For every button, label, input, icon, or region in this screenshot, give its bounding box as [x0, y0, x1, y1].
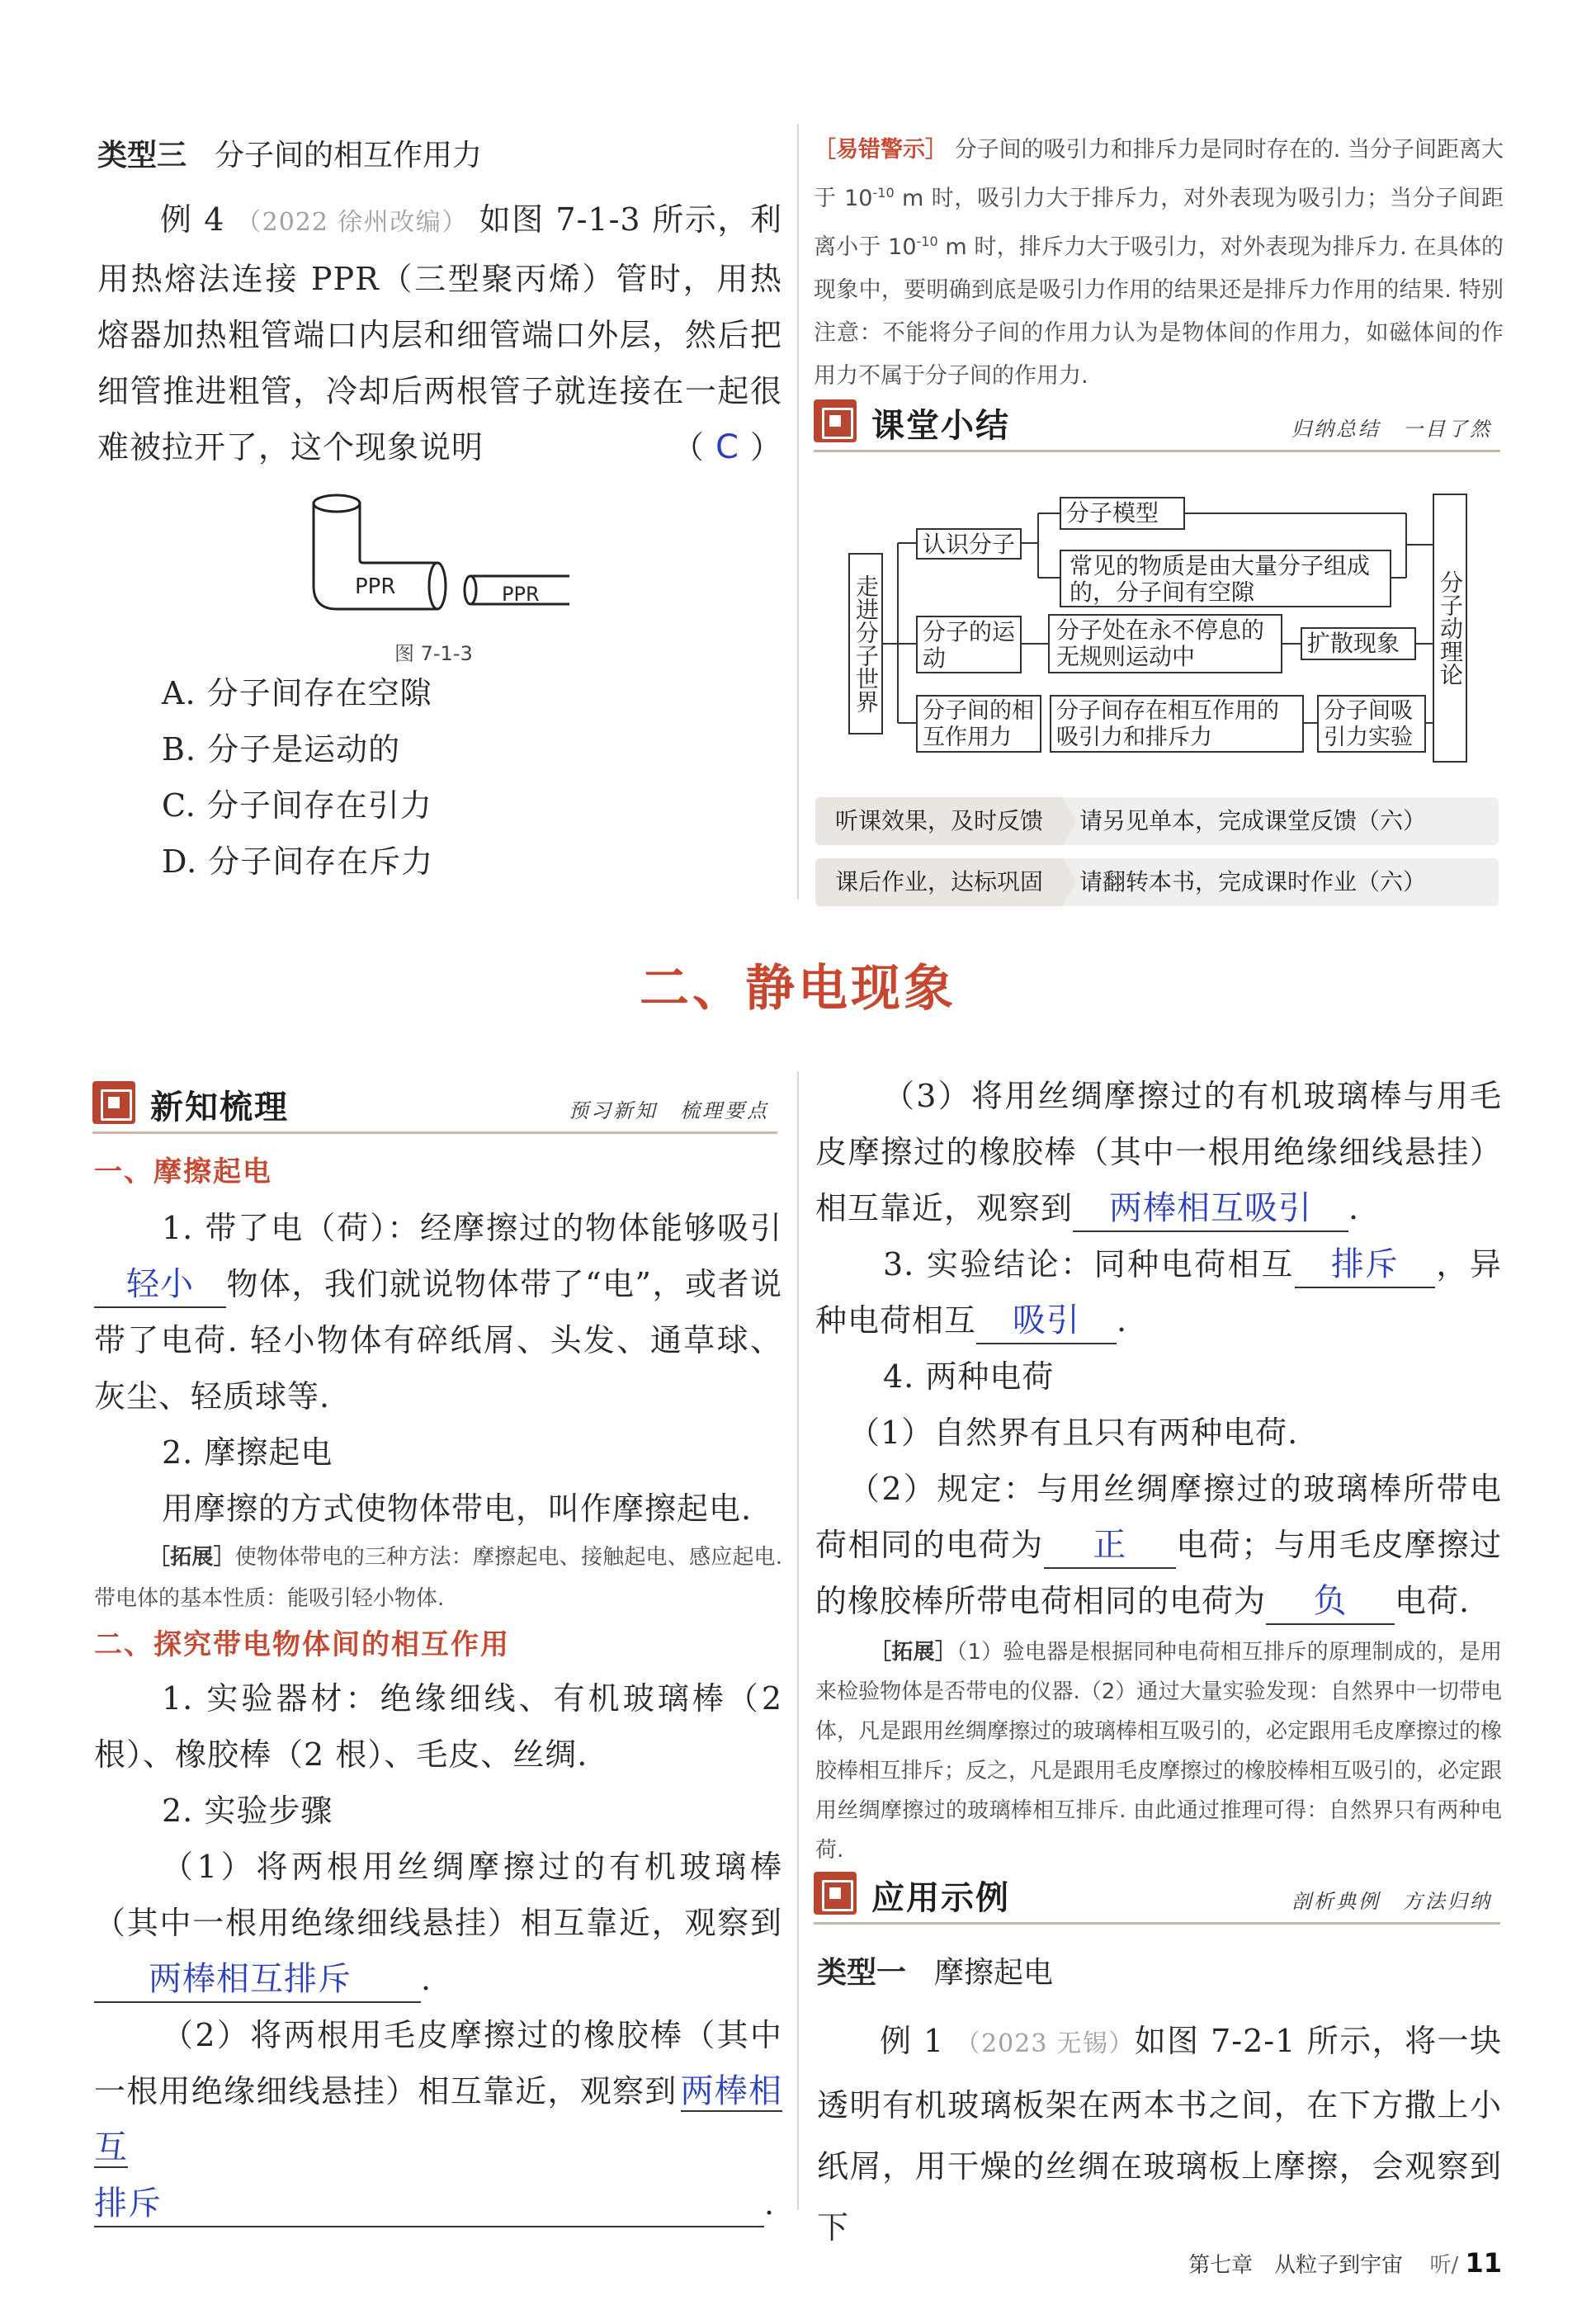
flow-box-diffusion: 扩散现象	[1301, 627, 1416, 660]
feedback-text-homework: 请翻转本书，完成课时作业（六）	[1079, 868, 1427, 895]
blank-step-1	[94, 1957, 421, 2003]
flow-left-vertical: 走进分子世界	[848, 553, 883, 735]
flow-box-experiment: 分子间吸引力实验	[1317, 695, 1426, 753]
summary-diagram	[814, 479, 1500, 776]
conclusion: 3. 实验结论：同种电荷相互 排斥 ，异种电荷相互 吸引 .	[815, 1236, 1502, 1349]
option-d: D. 分子间存在斥力	[162, 843, 434, 880]
example-1-text: 如图 7-2-1 所示，将一块透明有机玻璃板架在两本书之间，在下方撒上小纸屑，用干燥的丝绸在玻璃板上摩擦，会观察到下	[817, 2023, 1502, 2246]
step-3-text: （3）将用丝绸摩擦过的有机玻璃棒与用毛皮摩擦过的橡胶棒（其中一根用绝缘细线悬挂）相互靠近，观察到	[815, 1078, 1502, 1226]
option-b: B. 分子是运动的	[162, 731, 401, 768]
step-1: （1）将两根用丝绸摩擦过的有机玻璃棒（其中一根用绝缘细线悬挂）相互靠近，观察到 两棒相互排斥 .	[94, 1839, 782, 2007]
feedback-label-class: 听课效果，及时反馈	[815, 797, 1063, 845]
extension-label-2: ［拓展］	[870, 1640, 957, 1665]
warning-text-2: m 时，吸引力大于排斥力，对外表现为吸引力；当分子间距离小于 10	[814, 186, 1504, 260]
flow-box-motion: 分子的运动	[916, 616, 1022, 673]
conclusion-text-a: 3. 实验结论：同种电荷相互	[883, 1246, 1295, 1282]
extension-note-1	[94, 1537, 782, 1619]
blank-negative-answer: 负	[1313, 1582, 1348, 1620]
friction-subheading: 2. 摩擦起电	[162, 1434, 333, 1471]
experiment-steps-heading: 2. 实验步骤	[162, 1793, 333, 1829]
application-header	[814, 1867, 1500, 1925]
blank-step-2	[94, 2181, 764, 2227]
blank-light-objects-answer: 轻小	[126, 1265, 194, 1303]
page-number: 11	[1465, 2247, 1502, 2279]
two-charges-heading: 4. 两种电荷	[883, 1358, 1055, 1395]
footer	[1139, 2243, 1502, 2283]
step-2-text: （2）将两根用毛皮摩擦过的橡胶棒（其中一根用绝缘细线悬挂）相互靠近，观察到	[94, 2017, 782, 2109]
new-knowledge-subtitle: 预习新知 梳理要点	[569, 1099, 769, 1122]
paragraph-charged-text-a: 1. 带了电（荷）：经摩擦过的物体能够吸引	[162, 1210, 782, 1246]
feedback-bar-homework	[815, 858, 1499, 906]
column-divider-bottom	[797, 1071, 799, 2210]
extension-note-2	[815, 1632, 1502, 1870]
step-2	[94, 2007, 782, 2175]
flow-box-matter: 常见的物质是由大量分子组成的，分子间有空隙	[1060, 550, 1391, 607]
pipe-label-small: PPR	[502, 583, 540, 606]
warning-exponent-2: -10	[916, 234, 938, 249]
flow-box-recognize: 认识分子	[916, 528, 1022, 560]
option-c: C. 分子间存在引力	[162, 787, 432, 824]
blank-opposite-charge	[976, 1298, 1117, 1344]
pipe-figure	[305, 487, 586, 627]
new-knowledge-title: 新知梳理	[150, 1089, 289, 1127]
feedback-bar-class	[815, 797, 1499, 845]
footer-mark: 听/	[1429, 2253, 1459, 2278]
blank-positive	[1044, 1523, 1176, 1569]
chapter-title: 二、静电现象	[640, 960, 956, 1018]
extension-text-2: （1）验电器是根据同种电荷相互排斥的原理制成的，是用来检验物体是否带电的仪器.（2）通过大量实验发现：自然界中一切带电体，凡是跟用丝绸摩擦过的玻璃棒相互吸引的，必定跟用毛皮摩擦过的橡胶棒相互排斥；反之，凡是跟用毛皮摩擦过的橡胶棒相互吸引的，必定跟用丝绸摩擦过的玻璃棒相互排斥. 由此通过推理可得：自然界只有两种电荷.	[815, 1640, 1503, 1863]
warning-exponent-1: -10	[872, 185, 895, 201]
example-1	[817, 2010, 1502, 2258]
flow-box-random-motion: 分子处在永不停息的无规则运动中	[1048, 614, 1282, 673]
blank-light-objects	[94, 1262, 226, 1308]
summary-subtitle: 归纳总结 一目了然	[1291, 418, 1492, 441]
column-divider-top	[797, 124, 799, 900]
conclusion-text-b: ，异种电荷相互	[815, 1246, 1502, 1339]
paragraph-charged-text-b: 物体，我们就说物体带了“电”，或者说带了电荷. 轻小物体有碎纸屑、头发、通草球、灰尘、轻质球等.	[94, 1266, 782, 1415]
example-text: 如图 7-1-3 所示，利用热熔法连接 PPR（三型聚丙烯）管时，用热熔器加热粗管端口内层和细管端口外层，然后把细管推进粗管，冷却后两根管子就连接在一起很难被拉开了，这个现象说明	[97, 201, 782, 465]
flow-box-attract-repel: 分子间存在相互作用的吸引力和排斥力	[1050, 695, 1304, 753]
charge-rule-text-a: （2）规定：与用丝绸摩擦过的玻璃棒所带电荷相同的电荷为	[815, 1471, 1502, 1563]
application-subtitle: 剖析典例 方法归纳	[1291, 1890, 1492, 1913]
section-interaction-heading: 二、探究带电物体间的相互作用	[94, 1628, 510, 1661]
blank-opposite-charge-answer: 吸引	[1013, 1301, 1081, 1339]
answer-value: C	[715, 428, 739, 466]
options-list	[162, 665, 739, 890]
extension-text: 使物体带电的三种方法：摩擦起电、接触起电、感应起电. 带电体的基本性质：能吸引轻小物体.	[94, 1545, 782, 1611]
blank-step-3	[1073, 1186, 1348, 1232]
section-friction-heading: 一、摩擦起电	[94, 1155, 272, 1188]
extension-label: ［拓展］	[149, 1545, 235, 1570]
warning-label: ［易错警示］	[814, 137, 948, 163]
seal-icon	[814, 1872, 857, 1915]
pipe-label-big: PPR	[355, 574, 396, 599]
flow-right-vertical: 分子动理论	[1433, 494, 1467, 763]
warning-note	[814, 129, 1504, 398]
example-label: 例 4	[160, 201, 225, 238]
application-title: 应用示例	[871, 1879, 1010, 1917]
flow-box-interaction: 分子间的相互作用力	[916, 695, 1041, 753]
example-1-block	[817, 1944, 1502, 2258]
step-1-text: （1）将两根用丝绸摩擦过的有机玻璃棒（其中一根用绝缘细线悬挂）相互靠近，观察到	[94, 1849, 782, 1941]
summary-header	[814, 394, 1500, 452]
example-source: （2022 徐州改编）	[236, 208, 468, 237]
seal-icon	[814, 399, 857, 442]
left-top-column	[97, 132, 782, 475]
blank-step-2-answer-a: 两棒相互	[94, 2072, 782, 2166]
footer-chapter: 第七章 从粒子到宇宙	[1188, 2253, 1404, 2278]
friction-definition: 用摩擦的方式使物体带电，叫作摩擦起电.	[162, 1490, 753, 1527]
example-1-source: （2023 无锡）	[955, 2029, 1135, 2058]
experiment-materials: 1. 实验器材：绝缘细线、有机玻璃棒（2 根）、橡胶棒（2 根）、毛皮、丝绸.	[94, 1680, 782, 1773]
blank-step-3-answer: 两棒相互吸引	[1109, 1189, 1313, 1227]
blank-step-1-answer: 两棒相互排斥	[149, 1960, 352, 1998]
warning-text-1: 分子间的吸引力和排斥力是同时存在的. 当分子间距离大于 10	[814, 137, 1504, 211]
feedback-label-homework: 课后作业，达标巩固	[815, 858, 1063, 906]
left-bottom-column	[94, 1149, 782, 2232]
option-a: A. 分子间存在空隙	[162, 675, 432, 711]
type-one-name: 摩擦起电	[934, 1956, 1054, 1990]
summary-title: 课堂小结	[871, 407, 1010, 445]
two-charges-fact: （1）自然界有且只有两种电荷.	[848, 1415, 1299, 1451]
charge-rule-text-c: 电荷.	[1395, 1583, 1471, 1619]
charge-rule	[815, 1461, 1502, 1629]
blank-same-charge-answer: 排斥	[1330, 1245, 1399, 1283]
step-3: （3）将用丝绸摩擦过的有机玻璃棒与用毛皮摩擦过的橡胶棒（其中一根用绝缘细线悬挂）相互靠近，观察到 两棒相互吸引 .	[815, 1068, 1502, 1236]
type-name: 分子间的相互作用力	[215, 139, 483, 172]
type-one-label: 类型一	[817, 1956, 907, 1990]
type-label: 类型三	[97, 139, 187, 172]
charge-rule-text-b: 电荷；与用毛皮摩擦过的橡胶棒所带电荷相同的电荷为	[815, 1527, 1502, 1619]
blank-same-charge	[1295, 1242, 1435, 1288]
paragraph-charged	[94, 1200, 782, 1424]
type-three-heading	[97, 132, 782, 188]
seal-icon	[92, 1081, 135, 1124]
right-bottom-column	[815, 1068, 1502, 1870]
flow-box-model: 分子模型	[1060, 497, 1185, 530]
blank-step-2-answer-b: 排斥	[94, 2185, 162, 2222]
answer-bracket: （ C ）	[672, 428, 782, 466]
feedback-text-class: 请另见单本，完成课堂反馈（六）	[1079, 807, 1427, 834]
blank-positive-answer: 正	[1093, 1526, 1127, 1564]
example-4	[97, 191, 782, 475]
figure-caption: 图 7-1-3	[394, 642, 473, 665]
warning-text-3: m 时，排斥力大于吸引力，对外表现为排斥力. 在具体的现象中，要明确到底是吸引力作用的结果还是排斥力作用的结果. 特别注意：不能将分子间的作用力认为是物体间的作用力，如磁体间的作用力不属于分子间的作用力.	[814, 234, 1504, 389]
step-2-line2: 排斥 .	[94, 2175, 782, 2232]
new-knowledge-header	[92, 1076, 777, 1134]
blank-negative	[1266, 1579, 1395, 1625]
example-1-label: 例 1	[880, 2023, 945, 2059]
type-one-heading	[817, 1944, 1502, 2010]
